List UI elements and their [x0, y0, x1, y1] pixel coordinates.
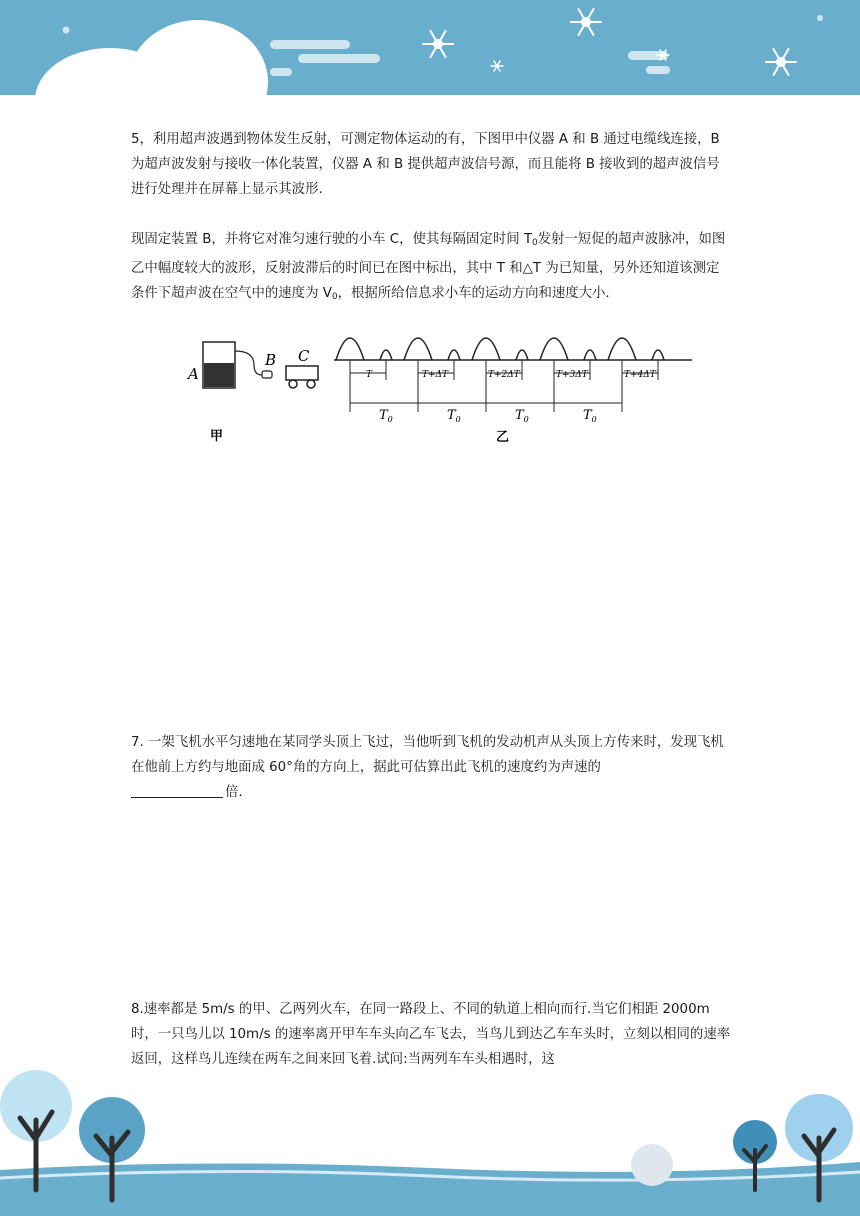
cable	[235, 351, 262, 375]
question-8-text: 8.速率都是 5m/s 的甲、乙两列火车，在同一路段上、不同的轨道上相向而行.当它们相距 2000m 时，一只鸟儿以 10m/s 的速率离开甲车车头向乙车飞去，当鸟儿到达乙车车头时，立刻以相同的速率返回，这样鸟儿连续在两车之间来回飞着.试问:当两列车车头相遇时，这	[131, 1002, 731, 1067]
header-banner	[0, 0, 860, 95]
period-label: $T_0$	[447, 408, 461, 424]
header-streak	[646, 66, 670, 74]
question-5-task-part: 发射一短促的超声波脉冲，如图乙中幅度较大的波形，反射波滞后的时间已在图中标出，其中 T 和△T 为已知量，另外还知道该测定条件下超声波在空气中的速度为 V	[131, 232, 726, 301]
transmitted-pulse	[404, 338, 432, 360]
header-dot	[817, 15, 823, 21]
footer-decoration	[0, 1060, 860, 1216]
car-wheel	[289, 380, 297, 388]
small-pulses	[380, 350, 664, 360]
header-streak	[270, 68, 292, 76]
question-5-intro: 5，利用超声波遇到物体发生反射，可测定物体运动的有，下图甲中仪器 A 和 B 通过电缆线连接，B 为超声波发射与接收一体化装置，仪器 A 和 B 提供超声波信号源，而且能将 B 接收到的超声波信号进行处理并在屏幕上显示其波形.	[131, 132, 720, 197]
transmitted-pulse	[608, 338, 636, 360]
subscript: 0	[331, 292, 338, 302]
label-c: C	[298, 347, 310, 365]
header-streak	[270, 40, 350, 49]
question-5-task-part: 现固定装置 B，并将它对准匀速行驶的小车 C，使其每隔固定时间 T	[131, 232, 533, 247]
car-wheel	[307, 380, 315, 388]
period-label: $T_0$	[379, 408, 393, 424]
echo-pulse	[516, 350, 528, 360]
transmitted-pulse	[540, 338, 568, 360]
question-5-task	[131, 227, 731, 310]
caption-jia: 甲	[210, 429, 224, 444]
delay-label: T	[366, 370, 373, 380]
device-b	[262, 371, 272, 378]
transmitted-pulse	[472, 338, 500, 360]
label-b: B	[265, 351, 277, 369]
delay-markers	[350, 360, 658, 412]
car-c	[286, 366, 318, 380]
header-streak	[298, 54, 380, 63]
instrument-a-fill	[204, 363, 234, 387]
question-5-task-part: ，根据所给信息求小车的运动方向和速度大小.	[337, 286, 610, 301]
period-label: $T_0$	[515, 408, 529, 424]
label-a: A	[188, 365, 199, 383]
header-dot	[63, 27, 70, 34]
round-bush	[631, 1144, 673, 1186]
ultrasound-figure	[170, 315, 710, 455]
caption-yi: 乙	[496, 430, 510, 445]
delay-label: T+ΔT	[422, 370, 449, 380]
delay-label: T+3ΔT	[556, 370, 588, 380]
echo-pulse	[584, 350, 596, 360]
echo-pulse	[652, 350, 664, 360]
echo-pulse	[380, 350, 392, 360]
footer-ground	[0, 1162, 860, 1216]
period-label: $T_0$	[583, 408, 597, 424]
period-labels	[379, 408, 597, 424]
delay-label: T+4ΔT	[624, 370, 656, 380]
question-5	[131, 127, 731, 310]
echo-pulse	[448, 350, 460, 360]
question-7-body: 7. 一架飞机水平匀速地在某同学头顶上飞过，当他听到飞机的发动机声从头顶上方传来时，发现飞机在他前上方约与地面成 60°角的方向上，据此可估算出此飞机的速度约为声速的	[131, 735, 724, 775]
transmitted-pulse	[336, 338, 364, 360]
question-7-text	[131, 730, 731, 805]
answer-blank[interactable]	[131, 782, 223, 798]
delay-label: T+2ΔT	[488, 370, 520, 380]
subscript: 0	[532, 238, 538, 248]
question-7-tail: 倍.	[225, 785, 243, 800]
question-7	[131, 730, 731, 805]
